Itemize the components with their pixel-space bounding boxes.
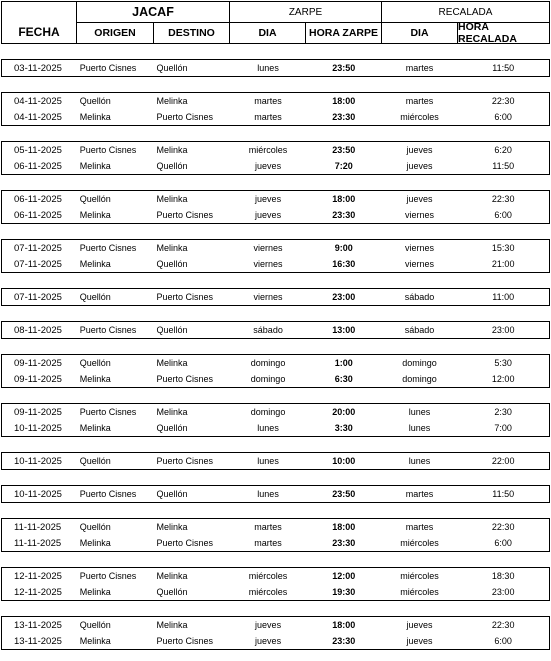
row-gap	[1, 437, 550, 452]
cell-hora-zarpe: 23:50	[332, 63, 356, 73]
cell-fecha: 10-11-2025	[14, 422, 62, 434]
cell-zarpe-dia: lunes	[257, 63, 279, 73]
table-row	[2, 486, 549, 502]
cell-destino: Melinka	[156, 194, 188, 204]
cell-recalada-dia: miércoles	[400, 538, 439, 548]
row-gap	[1, 503, 550, 518]
cell-hora-zarpe: 23:50	[332, 145, 356, 155]
cell-zarpe-dia: miércoles	[248, 587, 288, 597]
table-row	[2, 256, 549, 272]
cell-hora-recalada: 5:30	[494, 358, 512, 368]
row-gap	[1, 388, 550, 403]
cell-fecha: 07-11-2025	[14, 291, 62, 303]
header-hora-zarpe: HORA ZARPE	[305, 22, 382, 44]
trip-block	[1, 518, 550, 552]
cell-hora-recalada: 6:00	[494, 538, 512, 548]
cell-destino: Puerto Cisnes	[156, 112, 214, 122]
cell-hora-zarpe: 23:30	[332, 210, 356, 220]
cell-hora-recalada: 6:20	[494, 145, 512, 155]
cell-hora-zarpe: 3:30	[334, 423, 353, 433]
trip-block	[1, 403, 550, 437]
cell-destino: Melinka	[156, 243, 188, 253]
cell-recalada-dia: jueves	[406, 620, 433, 630]
cell-hora-zarpe: 1:00	[334, 358, 353, 368]
cell-fecha: 06-11-2025	[14, 160, 62, 172]
cell-destino: Puerto Cisnes	[156, 374, 214, 384]
cell-origen: Quellón	[79, 292, 111, 302]
cell-zarpe-dia: jueves	[255, 210, 282, 220]
cell-recalada-dia: viernes	[404, 210, 434, 220]
cell-destino: Melinka	[156, 407, 188, 417]
cell-recalada-dia: sábado	[404, 292, 435, 302]
cell-hora-recalada: 11:50	[492, 63, 515, 73]
cell-recalada-dia: lunes	[408, 407, 431, 417]
cell-fecha: 08-11-2025	[14, 324, 62, 336]
cell-zarpe-dia: jueves	[255, 161, 282, 171]
cell-zarpe-dia: martes	[254, 112, 282, 122]
cell-hora-zarpe: 23:30	[332, 538, 356, 548]
cell-destino: Quellón	[156, 259, 188, 269]
row-gap	[1, 470, 550, 485]
cell-hora-recalada: 22:30	[491, 96, 515, 106]
cell-hora-recalada: 15:30	[491, 243, 515, 253]
cell-recalada-dia: jueves	[406, 145, 433, 155]
cell-hora-zarpe: 16:30	[332, 259, 356, 269]
cell-destino: Quellón	[156, 423, 188, 433]
cell-destino: Puerto Cisnes	[156, 636, 214, 646]
cell-destino: Quellón	[156, 587, 188, 597]
cell-recalada-dia: lunes	[408, 423, 431, 433]
row-gap	[1, 77, 550, 92]
table-row	[2, 584, 549, 600]
row-gap	[1, 601, 550, 616]
cell-origen: Quellón	[79, 194, 111, 204]
cell-recalada-dia: martes	[405, 96, 434, 106]
table-row	[2, 355, 549, 371]
cell-origen: Puerto Cisnes	[79, 145, 137, 155]
cell-zarpe-dia: domingo	[250, 407, 286, 417]
trip-block	[1, 288, 550, 306]
cell-zarpe-dia: martes	[254, 522, 282, 532]
cell-origen: Quellón	[79, 358, 111, 368]
cell-fecha: 07-11-2025	[14, 258, 62, 270]
cell-hora-recalada: 21:00	[491, 259, 515, 269]
cell-destino: Quellón	[156, 325, 188, 335]
cell-destino: Puerto Cisnes	[156, 292, 214, 302]
cell-recalada-dia: martes	[405, 63, 434, 73]
cell-fecha: 09-11-2025	[14, 373, 62, 385]
cell-fecha: 09-11-2025	[14, 406, 62, 418]
header-zarpe-dia: DIA	[229, 22, 306, 44]
cell-recalada-dia: jueves	[406, 636, 433, 646]
cell-zarpe-dia: viernes	[253, 259, 283, 269]
cell-origen: Melinka	[79, 259, 111, 269]
cell-hora-recalada: 2:30	[494, 407, 512, 417]
cell-recalada-dia: viernes	[404, 259, 434, 269]
cell-hora-recalada: 7:00	[494, 423, 512, 433]
header-origen: ORIGEN	[76, 22, 154, 44]
cell-hora-recalada: 11:00	[492, 292, 515, 302]
cell-destino: Quellón	[156, 161, 188, 171]
row-gap	[1, 44, 550, 59]
trip-block	[1, 59, 550, 77]
header-jacaf: JACAF	[76, 1, 230, 23]
cell-zarpe-dia: martes	[254, 538, 282, 548]
cell-zarpe-dia: jueves	[255, 194, 282, 204]
cell-hora-zarpe: 6:30	[334, 374, 353, 384]
cell-destino: Puerto Cisnes	[156, 210, 214, 220]
cell-zarpe-dia: sábado	[253, 325, 283, 335]
cell-destino: Quellón	[156, 63, 188, 73]
cell-recalada-dia: lunes	[408, 456, 431, 466]
cell-hora-zarpe: 9:00	[334, 243, 353, 253]
cell-hora-zarpe: 10:00	[332, 456, 356, 466]
cell-hora-recalada: 11:50	[492, 161, 515, 171]
trip-block	[1, 567, 550, 601]
table-row	[2, 535, 549, 551]
table-row	[2, 240, 549, 256]
cell-origen: Melinka	[79, 161, 111, 171]
cell-fecha: 11-11-2025	[14, 521, 62, 533]
cell-origen: Quellón	[79, 620, 111, 630]
header-recalada: RECALADA	[381, 1, 550, 23]
cell-fecha: 13-11-2025	[14, 619, 62, 631]
header-recalada-dia: DIA	[381, 22, 458, 44]
cell-hora-zarpe: 7:20	[334, 161, 353, 171]
cell-recalada-dia: martes	[405, 489, 434, 499]
table-row	[2, 60, 549, 76]
cell-hora-recalada: 11:50	[492, 489, 515, 499]
cell-recalada-dia: miércoles	[400, 587, 439, 597]
cell-fecha: 11-11-2025	[14, 537, 62, 549]
cell-hora-recalada: 22:30	[491, 620, 515, 630]
cell-origen: Melinka	[79, 636, 111, 646]
row-gap	[1, 273, 550, 288]
table-row	[2, 404, 549, 420]
cell-destino: Melinka	[156, 145, 188, 155]
cell-zarpe-dia: lunes	[257, 423, 279, 433]
cell-zarpe-dia: jueves	[255, 636, 282, 646]
cell-origen: Quellón	[79, 96, 111, 106]
trip-block	[1, 321, 550, 339]
cell-zarpe-dia: martes	[254, 96, 282, 106]
cell-origen: Puerto Cisnes	[79, 489, 137, 499]
cell-fecha: 07-11-2025	[14, 242, 62, 254]
cell-recalada-dia: jueves	[406, 161, 433, 171]
cell-origen: Melinka	[79, 538, 111, 548]
trip-block	[1, 92, 550, 126]
cell-origen: Puerto Cisnes	[79, 571, 137, 581]
cell-zarpe-dia: lunes	[257, 456, 279, 466]
cell-fecha: 10-11-2025	[14, 488, 62, 500]
cell-hora-recalada: 6:00	[494, 210, 512, 220]
header-destino: DESTINO	[153, 22, 230, 44]
cell-hora-zarpe: 12:00	[332, 571, 356, 581]
row-gap	[1, 552, 550, 567]
cell-fecha: 06-11-2025	[14, 193, 62, 205]
table-row	[2, 633, 549, 649]
cell-zarpe-dia: viernes	[253, 292, 283, 302]
cell-origen: Melinka	[79, 112, 111, 122]
cell-recalada-dia: miércoles	[400, 571, 439, 581]
trip-block	[1, 485, 550, 503]
cell-fecha: 12-11-2025	[14, 570, 62, 582]
cell-origen: Puerto Cisnes	[79, 325, 137, 335]
cell-hora-zarpe: 20:00	[332, 407, 356, 417]
cell-fecha: 03-11-2025	[14, 62, 62, 74]
table-row	[2, 519, 549, 535]
cell-hora-recalada: 6:00	[494, 636, 512, 646]
cell-fecha: 05-11-2025	[14, 144, 62, 156]
cell-hora-zarpe: 18:00	[332, 522, 356, 532]
cell-destino: Puerto Cisnes	[156, 456, 214, 466]
cell-destino: Melinka	[156, 522, 188, 532]
cell-origen: Melinka	[79, 374, 111, 384]
row-gap	[1, 126, 550, 141]
row-gap	[1, 175, 550, 190]
row-gap	[1, 339, 550, 354]
cell-hora-recalada: 12:00	[491, 374, 515, 384]
cell-hora-zarpe: 18:00	[332, 96, 356, 106]
table-row	[2, 109, 549, 125]
cell-fecha: 04-11-2025	[14, 111, 62, 123]
cell-destino: Melinka	[156, 620, 188, 630]
cell-fecha: 10-11-2025	[14, 455, 62, 467]
cell-fecha: 04-11-2025	[14, 95, 62, 107]
cell-hora-zarpe: 18:00	[332, 620, 356, 630]
cell-hora-zarpe: 23:30	[332, 112, 356, 122]
table-row	[2, 207, 549, 223]
cell-origen: Puerto Cisnes	[79, 407, 137, 417]
cell-recalada-dia: domingo	[402, 374, 437, 384]
table-row	[2, 191, 549, 207]
trip-block	[1, 141, 550, 175]
cell-fecha: 09-11-2025	[14, 357, 62, 369]
trip-block	[1, 190, 550, 224]
table-row	[2, 158, 549, 174]
table-row	[2, 93, 549, 109]
table-body	[1, 44, 550, 650]
cell-recalada-dia: sábado	[404, 325, 435, 335]
table-row	[2, 289, 549, 305]
header-zarpe: ZARPE	[229, 1, 382, 23]
cell-destino: Melinka	[156, 571, 188, 581]
cell-destino: Melinka	[156, 358, 188, 368]
cell-hora-zarpe: 19:30	[332, 587, 356, 597]
cell-hora-zarpe: 23:50	[332, 489, 356, 499]
cell-hora-recalada: 6:00	[494, 112, 512, 122]
cell-origen: Melinka	[79, 423, 111, 433]
cell-recalada-dia: jueves	[406, 194, 433, 204]
cell-origen: Quellón	[79, 456, 111, 466]
cell-origen: Quellón	[79, 522, 111, 532]
cell-zarpe-dia: domingo	[250, 374, 286, 384]
cell-recalada-dia: martes	[405, 522, 434, 532]
cell-zarpe-dia: lunes	[257, 489, 279, 499]
trip-block	[1, 616, 550, 650]
cell-zarpe-dia: miércoles	[248, 571, 288, 581]
cell-hora-recalada: 22:00	[491, 456, 515, 466]
table-row	[2, 453, 549, 469]
cell-origen: Melinka	[79, 210, 111, 220]
trip-block	[1, 354, 550, 388]
cell-zarpe-dia: viernes	[253, 243, 283, 253]
table-row	[2, 142, 549, 158]
cell-hora-recalada: 22:30	[491, 522, 515, 532]
cell-destino: Puerto Cisnes	[156, 538, 214, 548]
cell-origen: Melinka	[79, 587, 111, 597]
table-header	[1, 1, 550, 44]
cell-origen: Puerto Cisnes	[79, 243, 137, 253]
cell-fecha: 12-11-2025	[14, 586, 62, 598]
table-row	[2, 568, 549, 584]
trip-block	[1, 239, 550, 273]
cell-hora-recalada: 18:30	[491, 571, 515, 581]
cell-hora-zarpe: 18:00	[332, 194, 356, 204]
header-hora-recalada: HORA RECALADA	[457, 22, 550, 44]
schedule-sheet	[1, 1, 550, 650]
table-row	[2, 420, 549, 436]
table-row	[2, 371, 549, 387]
cell-hora-recalada: 23:00	[491, 325, 515, 335]
row-gap	[1, 306, 550, 321]
cell-recalada-dia: miércoles	[400, 112, 439, 122]
cell-hora-recalada: 23:00	[491, 587, 515, 597]
cell-recalada-dia: viernes	[404, 243, 434, 253]
cell-hora-recalada: 22:30	[491, 194, 515, 204]
table-row	[2, 322, 549, 338]
row-gap	[1, 224, 550, 239]
cell-fecha: 06-11-2025	[14, 209, 62, 221]
cell-destino: Quellón	[156, 489, 188, 499]
cell-zarpe-dia: domingo	[250, 358, 286, 368]
cell-origen: Puerto Cisnes	[79, 63, 137, 73]
cell-hora-zarpe: 23:30	[332, 636, 356, 646]
cell-hora-zarpe: 13:00	[332, 325, 356, 335]
cell-hora-zarpe: 23:00	[332, 292, 356, 302]
cell-recalada-dia: domingo	[402, 358, 437, 368]
cell-fecha: 13-11-2025	[14, 635, 62, 647]
table-row	[2, 617, 549, 633]
cell-zarpe-dia: miércoles	[248, 145, 288, 155]
trip-block	[1, 452, 550, 470]
cell-zarpe-dia: jueves	[255, 620, 282, 630]
cell-destino: Melinka	[156, 96, 188, 106]
header-fecha: FECHA	[1, 1, 77, 44]
